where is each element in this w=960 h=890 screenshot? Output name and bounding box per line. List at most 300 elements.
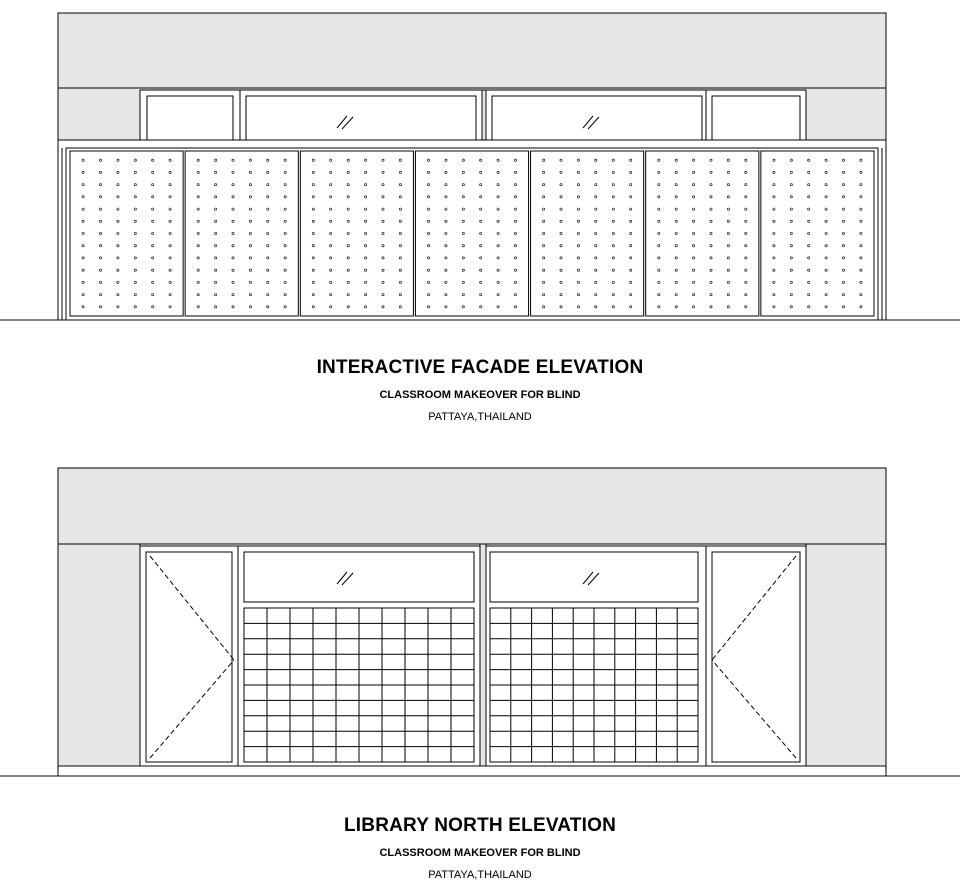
perforation-dot-icon xyxy=(630,171,632,173)
perforation-dot-icon xyxy=(169,306,171,308)
perforation-dot-icon xyxy=(215,281,217,283)
perforation-dot-icon xyxy=(312,184,314,186)
perforation-dot-icon xyxy=(480,184,482,186)
perforation-dot-icon xyxy=(169,257,171,259)
perforation-dot-icon xyxy=(249,306,251,308)
perforation-dot-icon xyxy=(842,171,844,173)
perforation-dot-icon xyxy=(134,232,136,234)
perforation-dot-icon xyxy=(312,281,314,283)
perforation-dot-icon xyxy=(284,159,286,161)
perforation-dot-icon xyxy=(169,159,171,161)
perforation-dot-icon xyxy=(169,220,171,222)
perforation-dot-icon xyxy=(215,159,217,161)
perforation-dot-icon xyxy=(497,196,499,198)
perforation-dot-icon xyxy=(347,257,349,259)
perforation-dot-icon xyxy=(560,196,562,198)
perforation-dot-icon xyxy=(658,196,660,198)
perforation-dot-icon xyxy=(727,208,729,210)
perforation-dot-icon xyxy=(427,184,429,186)
perforation-dot-icon xyxy=(790,281,792,283)
perforation-dot-icon xyxy=(860,257,862,259)
perforation-dot-icon xyxy=(710,208,712,210)
perforation-dot-icon xyxy=(215,208,217,210)
perforation-dot-icon xyxy=(727,220,729,222)
perforation-dot-icon xyxy=(347,220,349,222)
perforation-dot-icon xyxy=(727,196,729,198)
perforation-dot-icon xyxy=(312,257,314,259)
perforation-dot-icon xyxy=(427,306,429,308)
perforation-dot-icon xyxy=(543,159,545,161)
perforation-dot-icon xyxy=(445,196,447,198)
perforation-dot-icon xyxy=(860,245,862,247)
perforation-dot-icon xyxy=(480,245,482,247)
perforation-dot-icon xyxy=(117,208,119,210)
perforation-dot-icon xyxy=(267,184,269,186)
perforation-dot-icon xyxy=(117,245,119,247)
perforation-dot-icon xyxy=(727,245,729,247)
perforation-dot-icon xyxy=(773,269,775,271)
perforation-dot-icon xyxy=(727,184,729,186)
perforation-dot-icon xyxy=(117,294,119,296)
perforation-dot-icon xyxy=(497,171,499,173)
perforation-dot-icon xyxy=(330,159,332,161)
perforation-dot-icon xyxy=(249,245,251,247)
perforation-dot-icon xyxy=(693,281,695,283)
perforation-dot-icon xyxy=(842,208,844,210)
perforation-dot-icon xyxy=(169,245,171,247)
perforation-dot-icon xyxy=(842,184,844,186)
perforation-dot-icon xyxy=(99,232,101,234)
perforation-dot-icon xyxy=(445,294,447,296)
perforation-dot-icon xyxy=(693,257,695,259)
perforation-dot-icon xyxy=(445,220,447,222)
perforation-dot-icon xyxy=(117,269,119,271)
perforation-dot-icon xyxy=(790,208,792,210)
pier xyxy=(480,544,486,766)
perforation-dot-icon xyxy=(330,269,332,271)
perforation-dot-icon xyxy=(595,269,597,271)
perforation-dot-icon xyxy=(462,196,464,198)
perforation-dot-icon xyxy=(152,245,154,247)
perforation-dot-icon xyxy=(82,281,84,283)
perforation-dot-icon xyxy=(330,294,332,296)
perforation-dot-icon xyxy=(284,196,286,198)
perforation-dot-icon xyxy=(399,232,401,234)
perforation-dot-icon xyxy=(99,294,101,296)
perforation-dot-icon xyxy=(249,171,251,173)
perforation-dot-icon xyxy=(693,171,695,173)
perforation-dot-icon xyxy=(215,245,217,247)
grid-window-left xyxy=(238,546,480,768)
perforation-dot-icon xyxy=(710,281,712,283)
perforation-dot-icon xyxy=(825,232,827,234)
perforation-dot-icon xyxy=(169,232,171,234)
perforation-dot-icon xyxy=(152,171,154,173)
perforation-dot-icon xyxy=(347,269,349,271)
perforation-dot-icon xyxy=(82,245,84,247)
perforation-dot-icon xyxy=(365,269,367,271)
perforation-dot-icon xyxy=(232,281,234,283)
perforation-dot-icon xyxy=(382,159,384,161)
perforation-dot-icon xyxy=(497,208,499,210)
perforation-dot-icon xyxy=(577,245,579,247)
perforation-dot-icon xyxy=(117,281,119,283)
perforation-dot-icon xyxy=(134,281,136,283)
perforated-panels xyxy=(70,151,874,316)
perforation-dot-icon xyxy=(399,306,401,308)
perforation-dot-icon xyxy=(462,159,464,161)
perforation-dot-icon xyxy=(560,220,562,222)
perforation-dot-icon xyxy=(382,257,384,259)
perforation-dot-icon xyxy=(445,257,447,259)
perforation-dot-icon xyxy=(480,306,482,308)
perforation-dot-icon xyxy=(462,294,464,296)
perforation-dot-icon xyxy=(497,159,499,161)
perforation-dot-icon xyxy=(630,306,632,308)
perforated-panel xyxy=(300,151,413,316)
perforation-dot-icon xyxy=(560,257,562,259)
perforation-dot-icon xyxy=(560,159,562,161)
perforation-dot-icon xyxy=(232,245,234,247)
door-left xyxy=(140,546,238,768)
perforation-dot-icon xyxy=(675,220,677,222)
perforation-dot-icon xyxy=(577,208,579,210)
perforation-dot-icon xyxy=(514,232,516,234)
door-right xyxy=(706,546,806,768)
perforation-dot-icon xyxy=(169,294,171,296)
perforation-dot-icon xyxy=(560,294,562,296)
elevation-2-title: LIBRARY NORTH ELEVATION xyxy=(343,815,616,836)
perforation-dot-icon xyxy=(284,208,286,210)
perforation-dot-icon xyxy=(745,281,747,283)
perforation-dot-icon xyxy=(675,245,677,247)
perforation-dot-icon xyxy=(808,257,810,259)
perforation-dot-icon xyxy=(330,281,332,283)
perforation-dot-icon xyxy=(427,294,429,296)
perforation-dot-icon xyxy=(267,220,269,222)
perforation-dot-icon xyxy=(842,159,844,161)
perforation-dot-icon xyxy=(169,281,171,283)
perforation-dot-icon xyxy=(82,171,84,173)
perforation-dot-icon xyxy=(82,220,84,222)
perforation-dot-icon xyxy=(152,294,154,296)
perforation-dot-icon xyxy=(773,232,775,234)
perforation-dot-icon xyxy=(595,281,597,283)
perforation-dot-icon xyxy=(612,184,614,186)
perforation-dot-icon xyxy=(267,196,269,198)
perforation-dot-icon xyxy=(710,257,712,259)
perforation-dot-icon xyxy=(117,159,119,161)
clerestory-window-center-left xyxy=(240,90,482,140)
perforation-dot-icon xyxy=(790,232,792,234)
perforation-dot-icon xyxy=(543,306,545,308)
perforation-dot-icon xyxy=(543,294,545,296)
perforation-dot-icon xyxy=(284,257,286,259)
perforation-dot-icon xyxy=(284,220,286,222)
perforation-dot-icon xyxy=(773,196,775,198)
perforation-dot-icon xyxy=(445,171,447,173)
perforation-dot-icon xyxy=(790,269,792,271)
perforation-dot-icon xyxy=(808,220,810,222)
perforation-dot-icon xyxy=(860,232,862,234)
perforation-dot-icon xyxy=(773,306,775,308)
perforation-dot-icon xyxy=(745,171,747,173)
perforation-dot-icon xyxy=(284,294,286,296)
elevation-1-location: PATTAYA,THAILAND xyxy=(428,411,532,423)
perforation-dot-icon xyxy=(312,208,314,210)
perforation-dot-icon xyxy=(347,159,349,161)
perforation-dot-icon xyxy=(232,257,234,259)
perforation-dot-icon xyxy=(693,159,695,161)
perforation-dot-icon xyxy=(543,232,545,234)
perforation-dot-icon xyxy=(82,196,84,198)
perforation-dot-icon xyxy=(675,257,677,259)
perforation-dot-icon xyxy=(825,208,827,210)
perforation-dot-icon xyxy=(595,306,597,308)
perforation-dot-icon xyxy=(382,171,384,173)
perforation-dot-icon xyxy=(658,232,660,234)
perforation-dot-icon xyxy=(249,294,251,296)
perforation-dot-icon xyxy=(249,184,251,186)
perforation-dot-icon xyxy=(727,306,729,308)
perforation-dot-icon xyxy=(232,159,234,161)
perforation-dot-icon xyxy=(480,159,482,161)
perforation-dot-icon xyxy=(215,184,217,186)
perforation-dot-icon xyxy=(117,196,119,198)
perforation-dot-icon xyxy=(773,257,775,259)
perforation-dot-icon xyxy=(117,306,119,308)
perforation-dot-icon xyxy=(399,281,401,283)
perforation-dot-icon xyxy=(365,306,367,308)
perforation-dot-icon xyxy=(462,257,464,259)
perforation-dot-icon xyxy=(773,184,775,186)
perforation-dot-icon xyxy=(399,269,401,271)
perforation-dot-icon xyxy=(365,184,367,186)
perforation-dot-icon xyxy=(790,294,792,296)
perforation-dot-icon xyxy=(330,306,332,308)
perforation-dot-icon xyxy=(197,208,199,210)
perforation-dot-icon xyxy=(215,306,217,308)
perforation-dot-icon xyxy=(445,306,447,308)
perforation-dot-icon xyxy=(99,306,101,308)
perforation-dot-icon xyxy=(427,196,429,198)
perforation-dot-icon xyxy=(808,208,810,210)
perforation-dot-icon xyxy=(232,220,234,222)
perforated-panel xyxy=(185,151,298,316)
perforation-dot-icon xyxy=(825,171,827,173)
perforation-dot-icon xyxy=(658,294,660,296)
perforation-dot-icon xyxy=(693,269,695,271)
perforation-dot-icon xyxy=(197,269,199,271)
window-grid xyxy=(244,608,474,762)
perforation-dot-icon xyxy=(267,281,269,283)
perforation-dot-icon xyxy=(773,171,775,173)
perforated-panel xyxy=(761,151,874,316)
perforation-dot-icon xyxy=(630,294,632,296)
perforation-dot-icon xyxy=(595,232,597,234)
perforation-dot-icon xyxy=(595,208,597,210)
perforation-dot-icon xyxy=(808,245,810,247)
perforation-dot-icon xyxy=(399,184,401,186)
perforation-dot-icon xyxy=(152,159,154,161)
perforation-dot-icon xyxy=(427,159,429,161)
perforation-dot-icon xyxy=(543,281,545,283)
perforation-dot-icon xyxy=(347,184,349,186)
perforation-dot-icon xyxy=(82,294,84,296)
perforation-dot-icon xyxy=(134,208,136,210)
perforation-dot-icon xyxy=(808,281,810,283)
perforation-dot-icon xyxy=(727,257,729,259)
perforation-dot-icon xyxy=(330,171,332,173)
perforation-dot-icon xyxy=(790,257,792,259)
perforation-dot-icon xyxy=(612,306,614,308)
perforation-dot-icon xyxy=(595,220,597,222)
perforation-dot-icon xyxy=(860,184,862,186)
perforation-dot-icon xyxy=(693,245,695,247)
perforation-dot-icon xyxy=(710,171,712,173)
perforation-dot-icon xyxy=(543,269,545,271)
perforation-dot-icon xyxy=(249,269,251,271)
perforation-dot-icon xyxy=(825,196,827,198)
perforation-dot-icon xyxy=(382,196,384,198)
plinth xyxy=(58,766,886,776)
perforation-dot-icon xyxy=(152,220,154,222)
perforation-dot-icon xyxy=(693,184,695,186)
perforation-dot-icon xyxy=(382,220,384,222)
perforation-dot-icon xyxy=(312,306,314,308)
perforation-dot-icon xyxy=(808,171,810,173)
perforation-dot-icon xyxy=(497,306,499,308)
wall-left xyxy=(58,544,140,766)
perforation-dot-icon xyxy=(825,281,827,283)
perforation-dot-icon xyxy=(99,184,101,186)
perforation-dot-icon xyxy=(543,220,545,222)
perforation-dot-icon xyxy=(215,232,217,234)
perforation-dot-icon xyxy=(860,196,862,198)
perforation-dot-icon xyxy=(560,281,562,283)
perforation-dot-icon xyxy=(773,245,775,247)
perforated-panel xyxy=(70,151,183,316)
perforation-dot-icon xyxy=(860,294,862,296)
perforation-dot-icon xyxy=(658,257,660,259)
perforation-dot-icon xyxy=(480,220,482,222)
perforation-dot-icon xyxy=(577,171,579,173)
perforation-dot-icon xyxy=(560,306,562,308)
perforation-dot-icon xyxy=(710,220,712,222)
perforation-dot-icon xyxy=(630,196,632,198)
perforation-dot-icon xyxy=(215,220,217,222)
perforation-dot-icon xyxy=(675,269,677,271)
perforation-dot-icon xyxy=(480,257,482,259)
perforation-dot-icon xyxy=(232,232,234,234)
perforation-dot-icon xyxy=(267,171,269,173)
perforation-dot-icon xyxy=(249,232,251,234)
perforation-dot-icon xyxy=(427,220,429,222)
perforation-dot-icon xyxy=(612,220,614,222)
perforation-dot-icon xyxy=(232,208,234,210)
perforation-dot-icon xyxy=(514,281,516,283)
perforation-dot-icon xyxy=(860,220,862,222)
perforation-dot-icon xyxy=(693,196,695,198)
perforation-dot-icon xyxy=(330,220,332,222)
perforation-dot-icon xyxy=(514,306,516,308)
perforation-dot-icon xyxy=(480,281,482,283)
perforation-dot-icon xyxy=(382,269,384,271)
perforation-dot-icon xyxy=(710,245,712,247)
perforation-dot-icon xyxy=(497,294,499,296)
perforation-dot-icon xyxy=(577,281,579,283)
perforation-dot-icon xyxy=(825,269,827,271)
perforation-dot-icon xyxy=(514,159,516,161)
perforation-dot-icon xyxy=(399,245,401,247)
perforation-dot-icon xyxy=(825,184,827,186)
perforation-dot-icon xyxy=(169,184,171,186)
perforation-dot-icon xyxy=(630,220,632,222)
perforation-dot-icon xyxy=(365,232,367,234)
perforation-dot-icon xyxy=(825,245,827,247)
perforation-dot-icon xyxy=(612,196,614,198)
perforation-dot-icon xyxy=(312,294,314,296)
perforation-dot-icon xyxy=(427,281,429,283)
perforation-dot-icon xyxy=(675,184,677,186)
perforation-dot-icon xyxy=(727,281,729,283)
perforation-dot-icon xyxy=(197,220,199,222)
perforation-dot-icon xyxy=(427,208,429,210)
perforation-dot-icon xyxy=(399,294,401,296)
perforation-dot-icon xyxy=(710,196,712,198)
perforation-dot-icon xyxy=(134,306,136,308)
perforation-dot-icon xyxy=(543,184,545,186)
perforation-dot-icon xyxy=(745,220,747,222)
perforation-dot-icon xyxy=(82,269,84,271)
perforation-dot-icon xyxy=(675,208,677,210)
perforation-dot-icon xyxy=(152,232,154,234)
perforation-dot-icon xyxy=(710,306,712,308)
perforation-dot-icon xyxy=(577,257,579,259)
perforation-dot-icon xyxy=(577,220,579,222)
perforation-dot-icon xyxy=(727,232,729,234)
perforation-dot-icon xyxy=(790,306,792,308)
perforation-dot-icon xyxy=(577,294,579,296)
perforation-dot-icon xyxy=(284,281,286,283)
perforation-dot-icon xyxy=(232,269,234,271)
perforation-dot-icon xyxy=(825,306,827,308)
perforation-dot-icon xyxy=(745,257,747,259)
perforation-dot-icon xyxy=(134,220,136,222)
perforation-dot-icon xyxy=(658,245,660,247)
perforation-dot-icon xyxy=(134,196,136,198)
perforation-dot-icon xyxy=(842,232,844,234)
roof-band xyxy=(58,13,886,88)
perforation-dot-icon xyxy=(612,208,614,210)
perforation-dot-icon xyxy=(267,159,269,161)
perforation-dot-icon xyxy=(612,294,614,296)
perforation-dot-icon xyxy=(745,245,747,247)
perforation-dot-icon xyxy=(347,196,349,198)
elevation-2-subtitle: CLASSROOM MAKEOVER FOR BLIND xyxy=(379,847,581,859)
perforated-panel xyxy=(646,151,759,316)
perforation-dot-icon xyxy=(117,257,119,259)
perforation-dot-icon xyxy=(842,220,844,222)
perforation-dot-icon xyxy=(232,196,234,198)
perforation-dot-icon xyxy=(347,208,349,210)
perforation-dot-icon xyxy=(152,196,154,198)
perforation-dot-icon xyxy=(727,171,729,173)
perforation-dot-icon xyxy=(134,294,136,296)
perforation-dot-icon xyxy=(790,159,792,161)
perforation-dot-icon xyxy=(595,294,597,296)
perforation-dot-icon xyxy=(497,245,499,247)
